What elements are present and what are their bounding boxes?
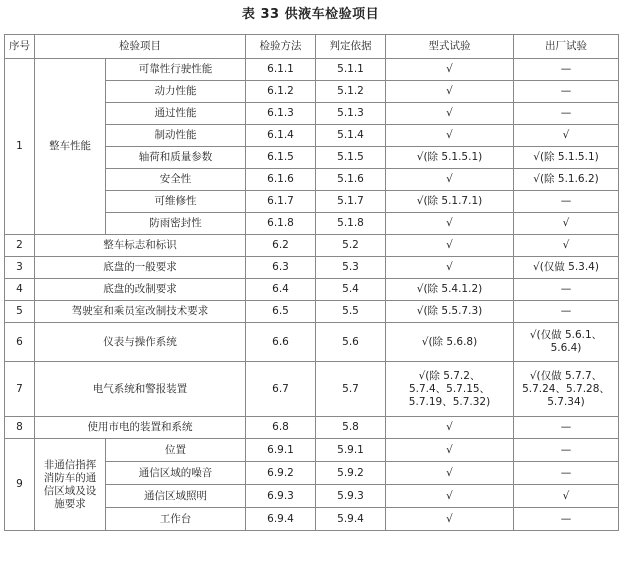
basis-clause: 5.3 bbox=[316, 257, 386, 279]
basis-clause: 5.2 bbox=[316, 235, 386, 257]
factory-test-mark: — bbox=[514, 301, 619, 323]
method-clause: 6.1.3 bbox=[246, 103, 316, 125]
type-test-mark: √ bbox=[386, 59, 514, 81]
type-test-mark: √(除 5.5.7.3) bbox=[386, 301, 514, 323]
type-test-mark: √(除 5.6.8) bbox=[386, 323, 514, 362]
basis-clause: 5.1.8 bbox=[316, 213, 386, 235]
basis-clause: 5.6 bbox=[316, 323, 386, 362]
method-clause: 6.6 bbox=[246, 323, 316, 362]
factory-test-line: √(仅做 5.7.7、 bbox=[529, 369, 603, 382]
method-clause: 6.3 bbox=[246, 257, 316, 279]
table-title: 表 33 供液车检验项目 bbox=[241, 7, 380, 22]
type-test-line: √(除 5.7.2、 bbox=[418, 369, 481, 382]
method-clause: 6.5 bbox=[246, 301, 316, 323]
row-seq: 9 bbox=[5, 439, 35, 531]
method-clause: 6.1.1 bbox=[246, 59, 316, 81]
item-name: 底盘的一般要求 bbox=[35, 257, 246, 279]
table-row bbox=[5, 323, 619, 362]
method-clause: 6.1.4 bbox=[246, 125, 316, 147]
factory-test-mark: √(除 5.1.5.1) bbox=[514, 147, 619, 169]
type-test-mark: √ bbox=[386, 213, 514, 235]
factory-test-mark bbox=[514, 362, 619, 417]
item-name: 通信区域照明 bbox=[106, 485, 246, 508]
header-method: 检验方法 bbox=[246, 35, 316, 59]
type-test-mark: √ bbox=[386, 508, 514, 531]
header-basis: 判定依据 bbox=[316, 35, 386, 59]
group-name-line: 信区域及设 bbox=[43, 484, 97, 497]
group-name-line: 施要求 bbox=[54, 497, 86, 510]
type-test-mark: √ bbox=[386, 235, 514, 257]
basis-clause: 5.8 bbox=[316, 417, 386, 439]
item-name: 轴荷和质量参数 bbox=[106, 147, 246, 169]
method-clause: 6.1.2 bbox=[246, 81, 316, 103]
factory-test-mark: — bbox=[514, 417, 619, 439]
factory-test-mark: √(除 5.1.6.2) bbox=[514, 169, 619, 191]
type-test-mark: √ bbox=[386, 169, 514, 191]
basis-clause: 5.4 bbox=[316, 279, 386, 301]
factory-test-mark: — bbox=[514, 279, 619, 301]
type-test-mark: √(除 5.4.1.2) bbox=[386, 279, 514, 301]
row-seq: 5 bbox=[5, 301, 35, 323]
row-seq: 4 bbox=[5, 279, 35, 301]
type-test-mark: √ bbox=[386, 485, 514, 508]
item-name: 防雨密封性 bbox=[106, 213, 246, 235]
item-name: 电气系统和警报装置 bbox=[35, 362, 246, 417]
factory-test-mark: — bbox=[514, 59, 619, 81]
table-row bbox=[5, 257, 619, 279]
group-name-line: 消防车的通 bbox=[43, 471, 97, 484]
row-seq: 2 bbox=[5, 235, 35, 257]
method-clause: 6.1.7 bbox=[246, 191, 316, 213]
basis-clause: 5.1.4 bbox=[316, 125, 386, 147]
method-clause: 6.7 bbox=[246, 362, 316, 417]
method-clause: 6.1.6 bbox=[246, 169, 316, 191]
factory-test-mark: √ bbox=[514, 213, 619, 235]
table-row bbox=[5, 417, 619, 439]
item-name: 底盘的改制要求 bbox=[35, 279, 246, 301]
method-clause: 6.8 bbox=[246, 417, 316, 439]
item-name: 使用市电的装置和系统 bbox=[35, 417, 246, 439]
type-test-line: 5.7.19、5.7.32) bbox=[408, 395, 491, 408]
factory-test-mark: √ bbox=[514, 125, 619, 147]
basis-clause: 5.7 bbox=[316, 362, 386, 417]
inspection-items-table bbox=[4, 34, 619, 531]
type-test-mark: √ bbox=[386, 257, 514, 279]
table-row bbox=[5, 301, 619, 323]
type-test-mark: √ bbox=[386, 81, 514, 103]
header-item: 检验项目 bbox=[35, 35, 246, 59]
basis-clause: 5.5 bbox=[316, 301, 386, 323]
basis-clause: 5.1.3 bbox=[316, 103, 386, 125]
table-row bbox=[5, 362, 619, 417]
item-name: 通信区域的噪音 bbox=[106, 462, 246, 485]
factory-test-line: 5.7.24、5.7.28、 bbox=[522, 382, 610, 395]
item-name: 安全性 bbox=[106, 169, 246, 191]
factory-test-line: 5.6.4) bbox=[550, 342, 582, 354]
factory-test-mark: — bbox=[514, 81, 619, 103]
row-seq: 1 bbox=[5, 59, 35, 235]
header-factory-test: 出厂试验 bbox=[514, 35, 619, 59]
table-row bbox=[5, 235, 619, 257]
method-clause: 6.2 bbox=[246, 235, 316, 257]
header-type-test: 型式试验 bbox=[386, 35, 514, 59]
row-seq: 7 bbox=[5, 362, 35, 417]
method-clause: 6.1.5 bbox=[246, 147, 316, 169]
item-name: 工作台 bbox=[106, 508, 246, 531]
basis-clause: 5.1.7 bbox=[316, 191, 386, 213]
item-name: 通过性能 bbox=[106, 103, 246, 125]
method-clause: 6.9.3 bbox=[246, 485, 316, 508]
item-name: 整车标志和标识 bbox=[35, 235, 246, 257]
table-row bbox=[5, 279, 619, 301]
basis-clause: 5.9.3 bbox=[316, 485, 386, 508]
header-seq: 序号 bbox=[5, 35, 35, 59]
item-name: 位置 bbox=[106, 439, 246, 462]
table-row bbox=[5, 439, 619, 462]
row-seq: 8 bbox=[5, 417, 35, 439]
type-test-mark: √ bbox=[386, 439, 514, 462]
item-name: 制动性能 bbox=[106, 125, 246, 147]
item-name: 可靠性行驶性能 bbox=[106, 59, 246, 81]
method-clause: 6.4 bbox=[246, 279, 316, 301]
item-name: 驾驶室和乘员室改制技术要求 bbox=[35, 301, 246, 323]
factory-test-mark: √(仅做 5.3.4) bbox=[514, 257, 619, 279]
method-clause: 6.9.2 bbox=[246, 462, 316, 485]
basis-clause: 5.1.2 bbox=[316, 81, 386, 103]
factory-test-line: 5.7.34) bbox=[547, 395, 585, 408]
type-test-line: 5.7.4、5.7.15、 bbox=[408, 382, 491, 395]
type-test-mark: √ bbox=[386, 103, 514, 125]
factory-test-mark: √ bbox=[514, 485, 619, 508]
method-clause: 6.9.4 bbox=[246, 508, 316, 531]
type-test-mark: √ bbox=[386, 125, 514, 147]
basis-clause: 5.9.4 bbox=[316, 508, 386, 531]
item-name: 动力性能 bbox=[106, 81, 246, 103]
group-name-line: 非通信指挥 bbox=[43, 458, 97, 471]
factory-test-mark bbox=[514, 323, 619, 362]
type-test-mark: √(除 5.1.5.1) bbox=[386, 147, 514, 169]
method-clause: 6.9.1 bbox=[246, 439, 316, 462]
type-test-mark: √ bbox=[386, 462, 514, 485]
group-name: 整车性能 bbox=[35, 59, 106, 235]
group-name bbox=[35, 439, 106, 531]
factory-test-mark: — bbox=[514, 508, 619, 531]
row-seq: 6 bbox=[5, 323, 35, 362]
basis-clause: 5.1.5 bbox=[316, 147, 386, 169]
factory-test-line: √(仅做 5.6.1、 bbox=[529, 329, 603, 341]
basis-clause: 5.9.1 bbox=[316, 439, 386, 462]
row-seq: 3 bbox=[5, 257, 35, 279]
type-test-mark: √(除 5.1.7.1) bbox=[386, 191, 514, 213]
table-header-row bbox=[5, 35, 619, 59]
factory-test-mark: — bbox=[514, 191, 619, 213]
factory-test-mark: √ bbox=[514, 235, 619, 257]
table-row bbox=[5, 59, 619, 81]
method-clause: 6.1.8 bbox=[246, 213, 316, 235]
type-test-mark bbox=[386, 362, 514, 417]
item-name: 仪表与操作系统 bbox=[35, 323, 246, 362]
type-test-mark: √ bbox=[386, 417, 514, 439]
factory-test-mark: — bbox=[514, 103, 619, 125]
basis-clause: 5.1.6 bbox=[316, 169, 386, 191]
basis-clause: 5.1.1 bbox=[316, 59, 386, 81]
factory-test-mark: — bbox=[514, 439, 619, 462]
basis-clause: 5.9.2 bbox=[316, 462, 386, 485]
item-name: 可维修性 bbox=[106, 191, 246, 213]
factory-test-mark: — bbox=[514, 462, 619, 485]
